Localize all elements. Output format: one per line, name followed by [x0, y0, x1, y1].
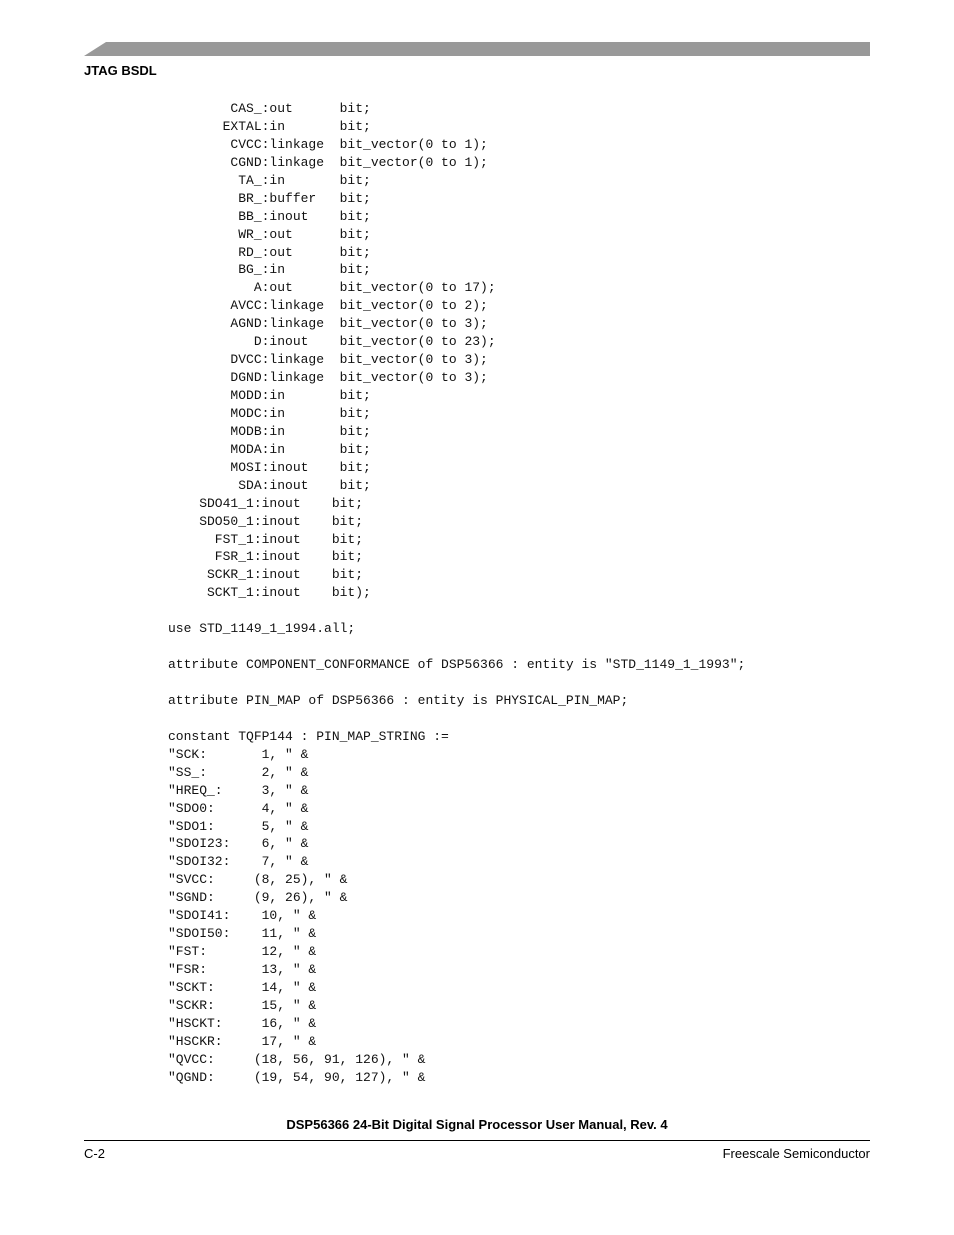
- code-line: use STD_1149_1_1994.all;: [168, 621, 356, 637]
- header-band-shape: [84, 42, 870, 56]
- code-line: "HREQ_: 3, " &: [168, 782, 309, 798]
- code-line: SDO50_1:inout bit;: [168, 513, 364, 529]
- code-line: "SGND: (9, 26), " &: [168, 890, 348, 906]
- bsdl-code-listing: [168, 100, 745, 1087]
- code-line: CGND:linkage bit_vector(0 to 1);: [168, 154, 488, 170]
- code-line: SCKR_1:inout bit;: [168, 567, 364, 583]
- code-line: SCKT_1:inout bit);: [168, 585, 371, 601]
- code-line: AGND:linkage bit_vector(0 to 3);: [168, 316, 488, 332]
- code-line: A:out bit_vector(0 to 17);: [168, 280, 496, 296]
- manual-title: DSP56366 24-Bit Digital Signal Processor User Manual, Rev. 4: [286, 1117, 668, 1132]
- code-line: WR_:out bit;: [168, 226, 371, 242]
- page-number: C-2: [84, 1146, 105, 1161]
- code-line: RD_:out bit;: [168, 244, 371, 260]
- code-line: attribute PIN_MAP of DSP56366 : entity is PHYSICAL_PIN_MAP;: [168, 692, 629, 708]
- code-line: "SCKR: 15, " &: [168, 997, 317, 1013]
- code-line: MODC:in bit;: [168, 405, 371, 421]
- code-line: constant TQFP144 : PIN_MAP_STRING :=: [168, 728, 449, 744]
- header-band: [84, 42, 870, 56]
- code-line: MODB:in bit;: [168, 423, 371, 439]
- code-line: EXTAL:in bit;: [168, 118, 371, 134]
- code-line: D:inout bit_vector(0 to 23);: [168, 334, 496, 350]
- code-line: MOSI:inout bit;: [168, 459, 371, 475]
- code-line: "SDOI41: 10, " &: [168, 908, 317, 924]
- section-title: JTAG BSDL: [84, 63, 157, 78]
- code-line: "SVCC: (8, 25), " &: [168, 872, 348, 888]
- code-line: CVCC:linkage bit_vector(0 to 1);: [168, 136, 488, 152]
- code-line: "QVCC: (18, 56, 91, 126), " &: [168, 1051, 426, 1067]
- code-line: "SCKT: 14, " &: [168, 979, 317, 995]
- code-line: BR_:buffer bit;: [168, 190, 371, 206]
- code-line: MODA:in bit;: [168, 441, 371, 457]
- code-line: AVCC:linkage bit_vector(0 to 2);: [168, 298, 488, 314]
- code-line: DVCC:linkage bit_vector(0 to 3);: [168, 352, 488, 368]
- code-line: "SCK: 1, " &: [168, 746, 309, 762]
- code-line: "HSCKT: 16, " &: [168, 1015, 317, 1031]
- code-line: SDA:inout bit;: [168, 477, 371, 493]
- code-line: MODD:in bit;: [168, 388, 371, 403]
- code-line: "SDOI50: 11, " &: [168, 926, 317, 942]
- code-line: DGND:linkage bit_vector(0 to 3);: [168, 370, 488, 386]
- code-line: "FSR: 13, " &: [168, 962, 317, 977]
- company-name: Freescale Semiconductor: [722, 1146, 870, 1161]
- code-line: CAS_:out bit;: [168, 101, 371, 116]
- code-line: FST_1:inout bit;: [168, 531, 364, 547]
- code-line: BG_:in bit;: [168, 262, 371, 278]
- code-line: attribute COMPONENT_CONFORMANCE of DSP56366 : entity is "STD_1149_1_1993";: [168, 657, 746, 673]
- code-line: "SS_: 2, " &: [168, 764, 309, 780]
- code-line: "SDOI23: 6, " &: [168, 836, 309, 852]
- code-line: BB_:inout bit;: [168, 208, 371, 224]
- code-line: "HSCKR: 17, " &: [168, 1033, 317, 1049]
- code-line: "SDO1: 5, " &: [168, 818, 309, 834]
- code-line: "SDOI32: 7, " &: [168, 854, 309, 870]
- code-line: "FST: 12, " &: [168, 944, 317, 960]
- code-line: SDO41_1:inout bit;: [168, 495, 364, 511]
- code-line: TA_:in bit;: [168, 172, 371, 188]
- code-line: "QGND: (19, 54, 90, 127), " &: [168, 1069, 426, 1085]
- code-line: FSR_1:inout bit;: [168, 549, 364, 565]
- footer-divider: [84, 1140, 870, 1141]
- code-line: "SDO0: 4, " &: [168, 800, 309, 816]
